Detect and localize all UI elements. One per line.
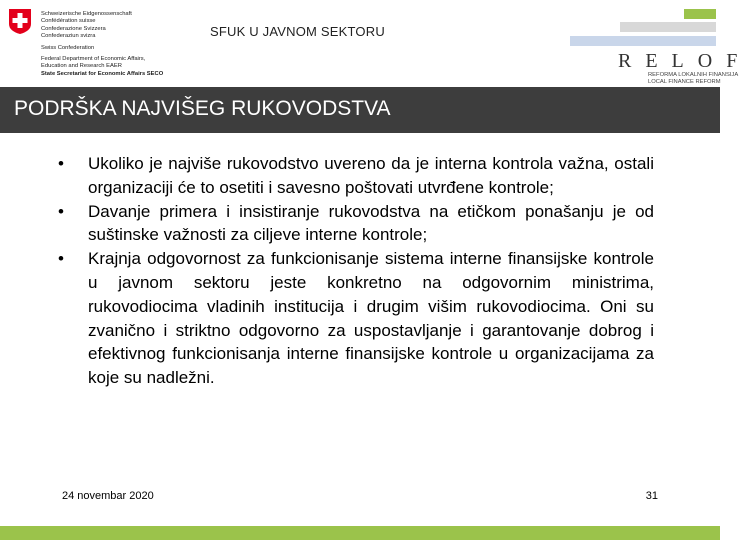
- swiss-line: State Secretariat for Economic Affairs SECO: [41, 70, 164, 77]
- bullet-list: [58, 152, 654, 390]
- bullet-text: Davanje primera i insistiranje rukovodstva na etičkom ponašanju je od suštinske važnosti za ciljeve interne kontrole;: [88, 201, 654, 245]
- footer-date: 24 novembar 2020: [62, 490, 154, 502]
- bullet-icon: •: [58, 249, 64, 269]
- page-number: 31: [645, 490, 658, 502]
- relof-subtitle-line: LOCAL FINANCE REFORM: [648, 79, 721, 85]
- bullet-icon: •: [58, 154, 64, 173]
- bullet-text: Krajnja odgovornost za funkcionisanje sistema interne finansijske kontrole u javnom sektoru jeste konkretno na odgovornim ministrima, rukovodiocima vladinih institucija i drugim višim rukovodiocima. Oni su zvanično i striktno odgovorno za uspostavljanje i garantovanje dobrog i efektivnog funkcionisanja interne finansijske kontrole u organizacijama za koje su nadležni.: [88, 249, 654, 388]
- bullet-item: [58, 247, 654, 390]
- swiss-line: Federal Department of Economic Affairs,: [41, 56, 146, 63]
- slide-content: [58, 152, 654, 390]
- relof-bar-blue: [570, 36, 716, 46]
- title-banner: [0, 87, 720, 133]
- swiss-line: Education and Research EAER: [41, 63, 122, 70]
- bullet-item: [58, 152, 654, 200]
- swiss-flag-icon: [8, 8, 32, 35]
- bottom-accent-bar: [0, 526, 720, 540]
- relof-subtitle: [648, 72, 738, 86]
- slide-title: PODRŠKA NAJVIŠEG RUKOVODSTVA: [14, 97, 391, 120]
- bullet-item: [58, 200, 654, 248]
- relof-bar-green: [684, 9, 716, 19]
- relof-bar-gray: [620, 22, 716, 32]
- swiss-line: Confederaziun svizra: [41, 33, 96, 40]
- swiss-line: Confédération suisse: [41, 18, 96, 25]
- bullet-text: Ukoliko je najviše rukovodstvo uvereno da je interna kontrola važna, ostali organizaciji će to osetiti i savesno poštovati utvrđene kontrole;: [88, 154, 654, 197]
- swiss-line: Schweizerische Eidgenossenschaft: [41, 11, 132, 17]
- bullet-icon: •: [58, 201, 64, 221]
- swiss-line: Confederazione Svizzera: [41, 25, 106, 32]
- swiss-logo-text: [41, 11, 181, 78]
- swiss-line: Swiss Confederation: [41, 44, 95, 51]
- relof-logo: [570, 6, 751, 85]
- relof-wordmark: RELOF: [618, 50, 751, 72]
- relof-subtitle-line: REFORMA LOKALNIH FINANSIJA: [648, 72, 739, 78]
- header-title: SFUK U JAVNOM SEKTORU: [210, 24, 385, 39]
